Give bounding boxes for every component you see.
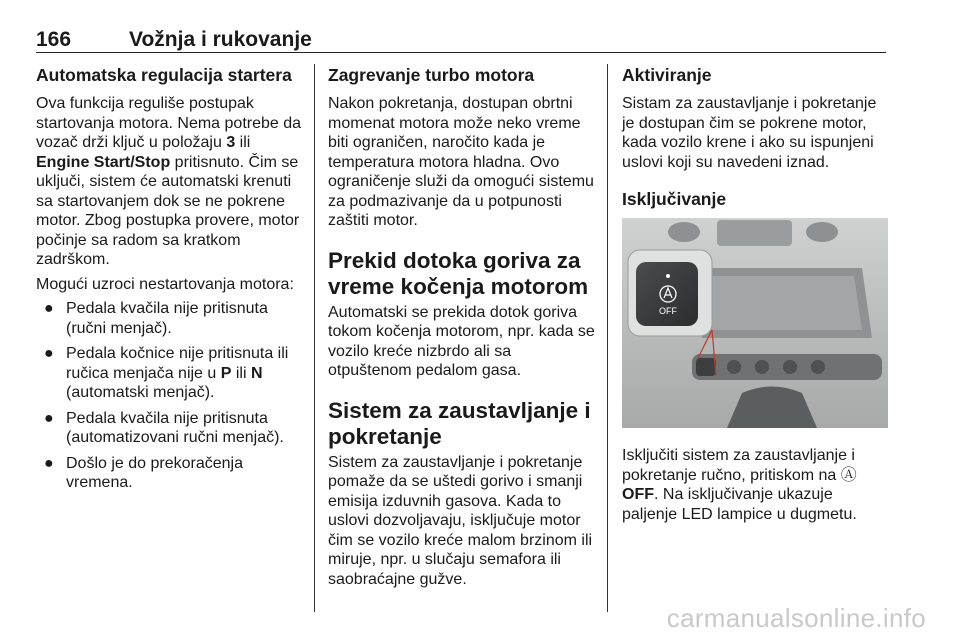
gear-letter: P <box>220 364 232 382</box>
section-heading-large: Sistem za zaustavljanje i pokretanje <box>328 397 591 449</box>
button-shape <box>727 360 741 374</box>
list-item <box>36 299 304 338</box>
text: Pedala kvačila nije pritisnuta (automatizovani ručni menjač). <box>66 409 284 446</box>
button-name: OFF <box>622 486 654 503</box>
text: (automatski menjač). <box>66 384 215 401</box>
column-divider <box>607 64 608 612</box>
section-heading: Automatska regulacija startera <box>36 65 292 85</box>
section-heading: Aktiviranje <box>622 65 712 85</box>
text: Pedala kočnice nije pritisnuta ili ručica menjača nije u <box>66 345 289 382</box>
bullet-icon: ● <box>44 454 54 472</box>
column-3 <box>622 64 888 529</box>
page-header <box>36 28 886 53</box>
page-number: 166 <box>36 28 72 51</box>
paragraph <box>622 446 888 524</box>
text: Pedala kvačila nije pritisnuta (ručni menjač). <box>66 300 268 337</box>
text: pritisnuto. Čim se uključi, sistem će automatski krenuti sa startovanjem dok se ne pokrene motor. Zbog postupka provere, motor počinje sa radom sa kratkom zadrškom. <box>36 153 300 268</box>
list-item <box>36 409 304 448</box>
bullet-icon: ● <box>44 300 54 317</box>
column-1 <box>36 64 304 499</box>
button-name: Engine Start/Stop <box>36 153 171 171</box>
knob-shape <box>668 222 700 242</box>
text: ili <box>235 134 251 151</box>
button-shape <box>755 360 769 374</box>
vent-shape <box>717 220 792 246</box>
inset-button <box>636 262 698 326</box>
off-label: OFF <box>659 306 677 316</box>
gear-letter: N <box>250 364 263 382</box>
bullet-icon: ● <box>44 409 54 427</box>
watermark: carmanualsonline.info <box>666 603 926 633</box>
highlighted-button <box>696 358 716 376</box>
bullet-list <box>36 299 304 493</box>
paragraph: Sistem za zaustavljanje i pokretanje pomaže da se uštedi gorivo i smanji emisija izduvnih gasova. Kada to uslovi dozvoljavaju, isključuje motor čim se vozilo kreće malom brzinom ili miruje, npr. u slučaju semafora ili saobraćajne gužve. <box>328 453 593 588</box>
section-heading: Zagrevanje turbo motora <box>328 65 535 85</box>
section-heading-large: Prekid dotoka goriva za vreme kočenja motorom <box>328 247 589 299</box>
text: ili <box>231 364 251 382</box>
list-item <box>36 344 304 403</box>
led-dot <box>666 274 670 278</box>
tray-inner <box>700 276 862 330</box>
text: Isključiti sistem za zaustavljanje i pokretanje ručno, pritiskom na <box>622 447 855 484</box>
text: . Na isključivanje ukazuje paljenje LED lampice u dugmetu. <box>622 486 857 523</box>
key-position: 3 <box>226 134 236 151</box>
button-shape <box>811 360 825 374</box>
stop-start-button-photo <box>622 218 888 428</box>
paragraph: Automatski se prekida dotok goriva tokom kočenja motorom, npr. kada se vozilo kreće nizbrdo ali sa otpuštenom pedalom gasa. <box>328 303 595 379</box>
text: Došlo je do prekoračenja vremena. <box>66 454 243 491</box>
button-shape <box>783 360 797 374</box>
column-2 <box>328 64 596 594</box>
section-heading: Isključivanje <box>622 189 727 209</box>
paragraph <box>36 94 304 270</box>
auto-stop-symbol-icon: Ⓐ <box>840 466 857 484</box>
bullet-icon: ● <box>44 345 54 362</box>
chapter-title: Vožnja i rukovanje <box>129 28 312 51</box>
text: Ova funkcija reguliše postupak startovanja motora. Nema potrebe da vozač drži ključ u položaju <box>36 95 302 151</box>
paragraph: Mogući uzroci nestartovanja motora: <box>36 275 294 293</box>
paragraph: Nakon pokretanja, dostupan obrtni momenat motora može neko vreme biti ograničen, naročito kada je temperatura motora hladna. Ovo ograničenje služi da omogući sistemu za podmazivanje da u potpunosti zaštiti motor. <box>328 95 594 229</box>
column-divider <box>314 64 315 612</box>
list-item <box>36 454 304 493</box>
paragraph: Sistam za zaustavljanje i pokretanje je dostupan čim se pokrene motor, kada vozilo krene i ako su ispunjeni uslovi koji su navedeni iznad. <box>622 95 877 171</box>
knob-shape <box>806 222 838 242</box>
